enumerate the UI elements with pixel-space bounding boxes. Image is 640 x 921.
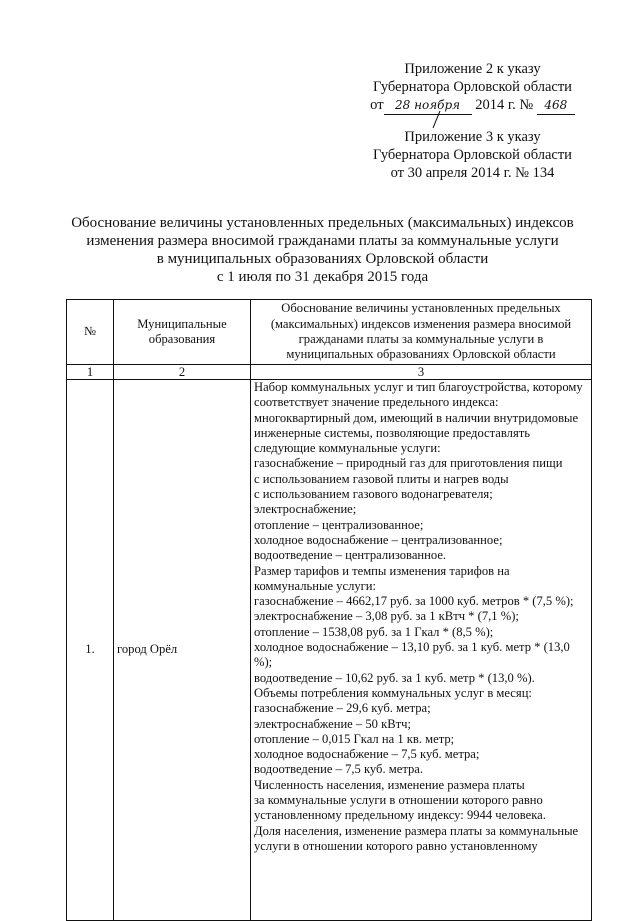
handwritten-number: 468 [537,96,575,115]
justification-line: холодное водоснабжение – централизованное; [254,532,503,547]
justification-line: Размер тарифов и темпы изменения тарифов на коммунальные услуги: [254,563,510,593]
header-num: № [67,300,114,365]
justification-line: Доля населения, изменение размера платы за коммунальные услуги в отношении которого равно установленному [254,823,579,853]
justification-line: электроснабжение; [254,502,357,517]
justification-line: холодное водоснабжение – 13,10 руб. за 1 куб. метр * (13,0 %); [254,640,570,670]
title-line4: с 1 июля по 31 декабря 2015 года [216,269,429,285]
annex-3-line1: Приложение 3 к указу [404,129,541,145]
justification-table [66,299,592,921]
index-cell-1: 1 [67,365,114,380]
justification-line: Объемы потребления коммунальных услуг в месяц: [254,685,532,700]
justification-line: Набор коммунальных услуг и тип благоустройства, которому соответствует значение предельного индекса: [254,380,583,410]
annex-3-header [360,128,585,182]
title-line1: Обоснование величины установленных предельных (максимальных) индексов [71,215,574,231]
justification-line: отопление – 0,015 Гкал на 1 кв. метр; [254,731,455,746]
index-cell-3: 3 [251,365,592,380]
header-municipality: Муниципальные образования [114,300,251,365]
annex-2-line1: Приложение 2 к указу [404,61,541,77]
justification-line: за коммунальные услуги в отношении которого равно установленному предельному индексу: 9944 человека. [254,793,546,823]
justification-line: с использованием газового водонагревателя; [254,487,493,502]
row-municipality: город Орёл [114,380,251,921]
row-justification-cell [251,380,592,921]
justification-line: многоквартирный дом, имеющий в наличии внутридомовые инженерные системы, позволяющие предоставлять следующие коммунальные услуги: [254,410,579,456]
title-line3: в муниципальных образованиях Орловской области [156,251,489,267]
justification-line: водоотведение – централизованное. [254,548,447,563]
pen-stroke-mark [430,110,444,130]
justification-line: электроснабжение – 3,08 руб. за 1 кВтч * (7,1 %); [254,609,519,624]
header-justification: Обоснование величины установленных предельных (максимальных) индексов изменения размера вносимой гражданами платы за коммунальные услуги в муниципальных образованиях Орловской области [251,300,592,365]
annex-3-line2: Губернатора Орловской области [373,147,572,163]
justification-line: газоснабжение – 29,6 куб. метра; [254,701,431,716]
annex-2-header [360,60,585,115]
annex-2-from: от [370,97,384,113]
justification-line: водоотведение – 7,5 куб. метра. [254,762,424,777]
annex-2-date-line [360,96,585,115]
justification-line: отопление – 1538,08 руб. за 1 Гкал * (8,5 %); [254,624,494,639]
row-num: 1. [67,380,114,921]
index-cell-2: 2 [114,365,251,380]
justification-line: с использованием газовой плиты и нагрев воды [254,471,509,486]
justification-line: газоснабжение – 4662,17 руб. за 1000 куб. метров * (7,5 %); [254,594,574,609]
annex-2-year: 2014 г. № [475,97,534,113]
justification-line: газоснабжение – природный газ для приготовления пищи [254,456,563,471]
document-title [60,214,585,286]
table-row [67,380,592,921]
annex-3-line3: от 30 апреля 2014 г. № 134 [390,165,555,181]
justification-line: отопление – централизованное; [254,517,424,532]
annex-2-line2: Губернатора Орловской области [373,79,572,95]
table-header-row [67,300,592,365]
handwritten-date: 28 ноября [384,96,472,115]
title-line2: изменения размера вносимой гражданами платы за коммунальные услуги [86,233,559,249]
table-index-row [67,365,592,380]
justification-line: водоотведение – 10,62 руб. за 1 куб. метр * (13,0 %). [254,670,535,685]
justification-line: Численность населения, изменение размера платы [254,777,525,792]
justification-line: холодное водоснабжение – 7,5 куб. метра; [254,747,480,762]
justification-text [254,380,588,920]
justification-line: электроснабжение – 50 кВтч; [254,716,411,731]
